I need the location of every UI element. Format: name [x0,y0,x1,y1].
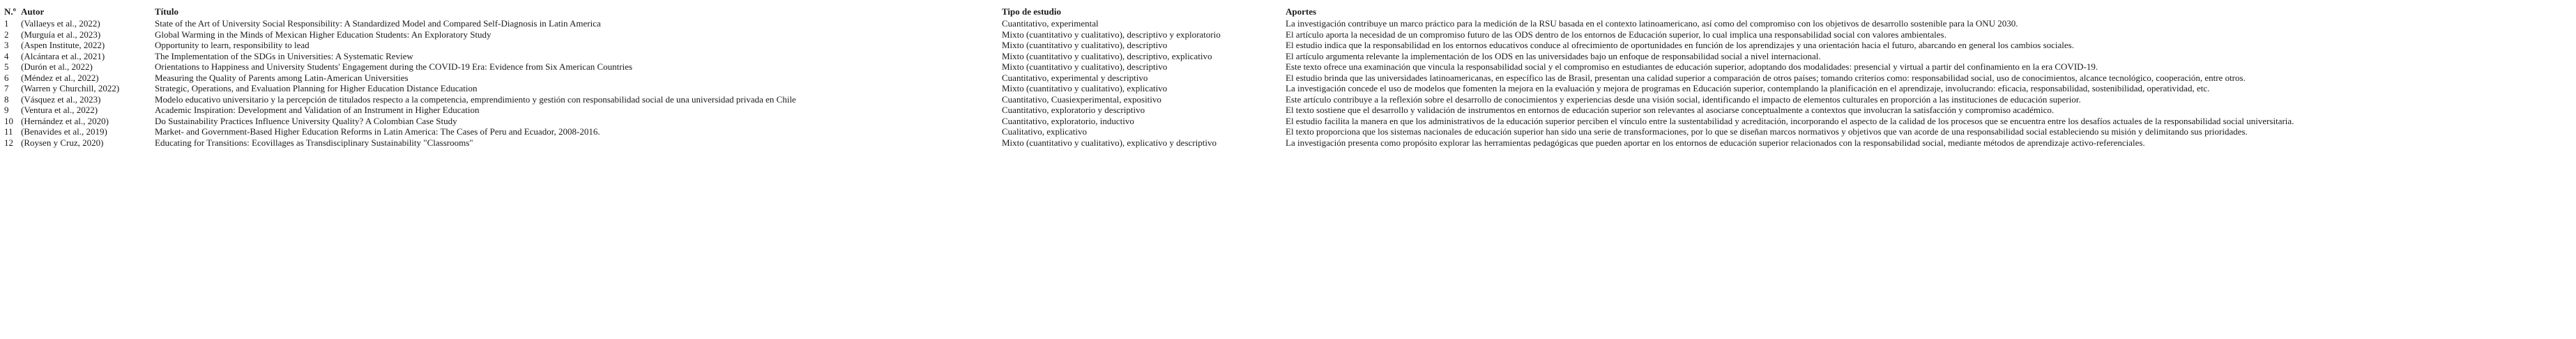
cell-tipo: Cuantitativo, Cuasiexperimental, expositivo [1002,93,1161,105]
cell-tipo: Mixto (cuantitativo y cualitativo), descriptivo, explicativo [1002,50,1212,61]
table-row [4,29,2573,40]
cell-titulo: Orientations to Happiness and University Students' Engagement during the COVID-19 Era: Evidence from Six American Countries [155,61,633,72]
table-body [4,18,2573,148]
table-row [4,73,2573,84]
cell-aportes: La investigación contribuye un marco práctico para la medición de la RSU basada en el contexto latinoamericano, así como del compromiso con los objetivos de desarrollo sostenible para la ONU 2030. [1286,18,2018,29]
cell-num: 1 [4,18,9,29]
cell-autor: (Ventura et al., 2022) [21,105,98,115]
cell-autor: (Alcántara et al., 2021) [21,50,105,61]
cell-num: 3 [4,40,9,50]
studies-table [4,6,2573,148]
header-titulo: Título [155,6,178,17]
cell-num: 11 [4,126,13,137]
cell-tipo: Mixto (cuantitativo y cualitativo), descriptivo y exploratorio [1002,29,1221,40]
cell-autor: (Warren y Churchill, 2022) [21,83,120,93]
cell-autor: (Roysen y Cruz, 2020) [21,137,104,148]
cell-aportes: Este artículo contribuye a la reflexión sobre el desarrollo de conocimientos y experiencias desde una visión social, identificando el impacto de elementos culturales en proporción a las instituciones de educación superior. [1286,93,2081,105]
cell-autor: (Murguía et al., 2023) [21,29,101,40]
cell-autor: (Aspen Institute, 2022) [21,40,105,50]
cell-aportes: El texto proporciona que los sistemas nacionales de educación superior han sido una serie de transformaciones, por lo que se diseñan marcos normativos y objetivos que van acorde de una responsabilidad social estableciendo su misión y delimitando sus prioridades. [1286,126,2248,137]
cell-num: 7 [4,83,9,93]
table-row [4,137,2573,149]
cell-aportes: El texto sostiene que el desarrollo y validación de instrumentos en entornos de educación superior son relevantes al asociarse conceptualmente a contextos que involucran la satisfacción y compromiso académico. [1286,105,2055,115]
cell-aportes: El artículo argumenta relevante la implementación de los ODS en las universidades bajo un enfoque de responsabilidad social a nivel internacional. [1286,50,1821,61]
cell-titulo: The Implementation of the SDGs in Universities: A Systematic Review [155,50,413,61]
cell-aportes: El artículo aporta la necesidad de un compromiso futuro de las ODS dentro de los entornos de Educación superior, lo cual implica una responsabilidad social con valores ambientales. [1286,29,1946,40]
cell-titulo: Modelo educativo universitario y la percepción de titulados respecto a la competencia, emprendimiento y gestión con responsabilidad social de una universidad privada en Chile [155,93,796,105]
cell-num: 12 [4,137,13,148]
cell-tipo: Mixto (cuantitativo y cualitativo), explicativo [1002,83,1168,93]
cell-tipo: Mixto (cuantitativo y cualitativo), descriptivo [1002,61,1168,72]
cell-autor: (Vallaeys et al., 2022) [21,18,100,29]
table-row [4,61,2573,73]
cell-num: 6 [4,72,9,83]
cell-num: 4 [4,50,9,61]
cell-aportes: El estudio facilita la manera en que los administrativos de la educación superior perciben el vínculo entre la sustentabilidad y acreditación, incorporando el aspecto de la calidad de los procesos que se encuentra entre los desafíos actuales de la responsabilidad social universitaria. [1286,115,2294,126]
cell-aportes: Este texto ofrece una examinación que vincula la responsabilidad social y el compromiso en estudiantes de educación superior, adoptando dos modalidades: presencial y virtual a partir del confinamiento en la era COVID-19. [1286,61,2098,72]
header-autor: Autor [21,6,45,17]
cell-tipo: Mixto (cuantitativo y cualitativo), descriptivo [1002,40,1168,50]
cell-autor: (Méndez et al., 2022) [21,72,99,83]
table-row [4,83,2573,94]
table-row [4,105,2573,116]
cell-titulo: State of the Art of University Social Responsibility: A Standardized Model and Compared Self-Diagnosis in Latin America [155,18,601,29]
cell-num: 9 [4,105,9,115]
cell-autor: (Benavides et al., 2019) [21,126,107,137]
header-tipo: Tipo de estudio [1002,6,1062,17]
cell-autor: (Vásquez et al., 2023) [21,93,101,105]
table-row [4,40,2573,51]
cell-tipo: Cuantitativo, experimental [1002,18,1099,29]
cell-autor: (Hernández et al., 2020) [21,115,109,126]
table-row [4,51,2573,62]
cell-titulo: Measuring the Quality of Parents among Latin-American Universities [155,72,409,83]
cell-titulo: Strategic, Operations, and Evaluation Planning for Higher Education Distance Education [155,83,478,93]
cell-tipo: Cualitativo, explicativo [1002,126,1088,137]
cell-titulo: Educating for Transitions: Ecovillages as Transdisciplinary Sustainability "Classrooms" [155,137,473,148]
table-row [4,126,2573,137]
cell-tipo: Cuantitativo, experimental y descriptivo [1002,72,1148,83]
cell-num: 2 [4,29,9,40]
cell-tipo: Mixto (cuantitativo y cualitativo), explicativo y descriptivo [1002,137,1217,148]
table-row [4,94,2573,105]
cell-tipo: Cuantitativo, exploratorio, inductivo [1002,115,1134,126]
cell-num: 5 [4,61,9,72]
cell-aportes: El estudio brinda que las universidades latinoamericanas, en específico las de Brasil, presentan una calidad superior a comparación de otros países; tomando criterios como: responsabilidad social, uso de conocimientos, alcance tecnológico, cooperación, entre otros. [1286,72,2246,83]
cell-num: 10 [4,115,13,126]
header-aportes: Aportes [1286,6,1317,17]
cell-aportes: El estudio indica que la responsabilidad en los entornos educativos conduce al ofrecimiento de oportunidades en función de los aprendizajes y una orientación hacia el futuro, abarcando en general los cambios sociales. [1286,40,2074,50]
cell-aportes: La investigación concede el uso de modelos que fomenten la mejora en la evaluación y mejora de programas en Educación superior, contemplando la planificación en el aprendizaje, involucrando: eficacia, responsabilidad, sostenibilidad, operatividad, etc. [1286,83,2210,93]
header-num: N.º [4,6,16,17]
cell-aportes: La investigación presenta como propósito explorar las herramientas pedagógicas que pueden aportar en los entornos de educación superior relacionados con la responsabilidad social, mediante métodos de aprendizaje activo-referenciales. [1286,137,2145,148]
table-row [4,116,2573,127]
table-header-row [4,6,2573,18]
cell-titulo: Do Sustainability Practices Influence University Quality? A Colombian Case Study [155,115,457,126]
table-row [4,18,2573,29]
cell-titulo: Market- and Government-Based Higher Education Reforms in Latin America: The Cases of Peru and Ecuador, 2008-2016. [155,126,600,137]
cell-num: 8 [4,93,9,105]
cell-tipo: Cuantitativo, exploratorio y descriptivo [1002,105,1145,115]
cell-autor: (Durón et al., 2022) [21,61,93,72]
cell-titulo: Academic Inspiration: Development and Validation of an Instrument in Higher Education [155,105,480,115]
cell-titulo: Opportunity to learn, responsibility to lead [155,40,310,50]
cell-titulo: Global Warming in the Minds of Mexican Higher Education Students: An Exploratory Study [155,29,491,40]
